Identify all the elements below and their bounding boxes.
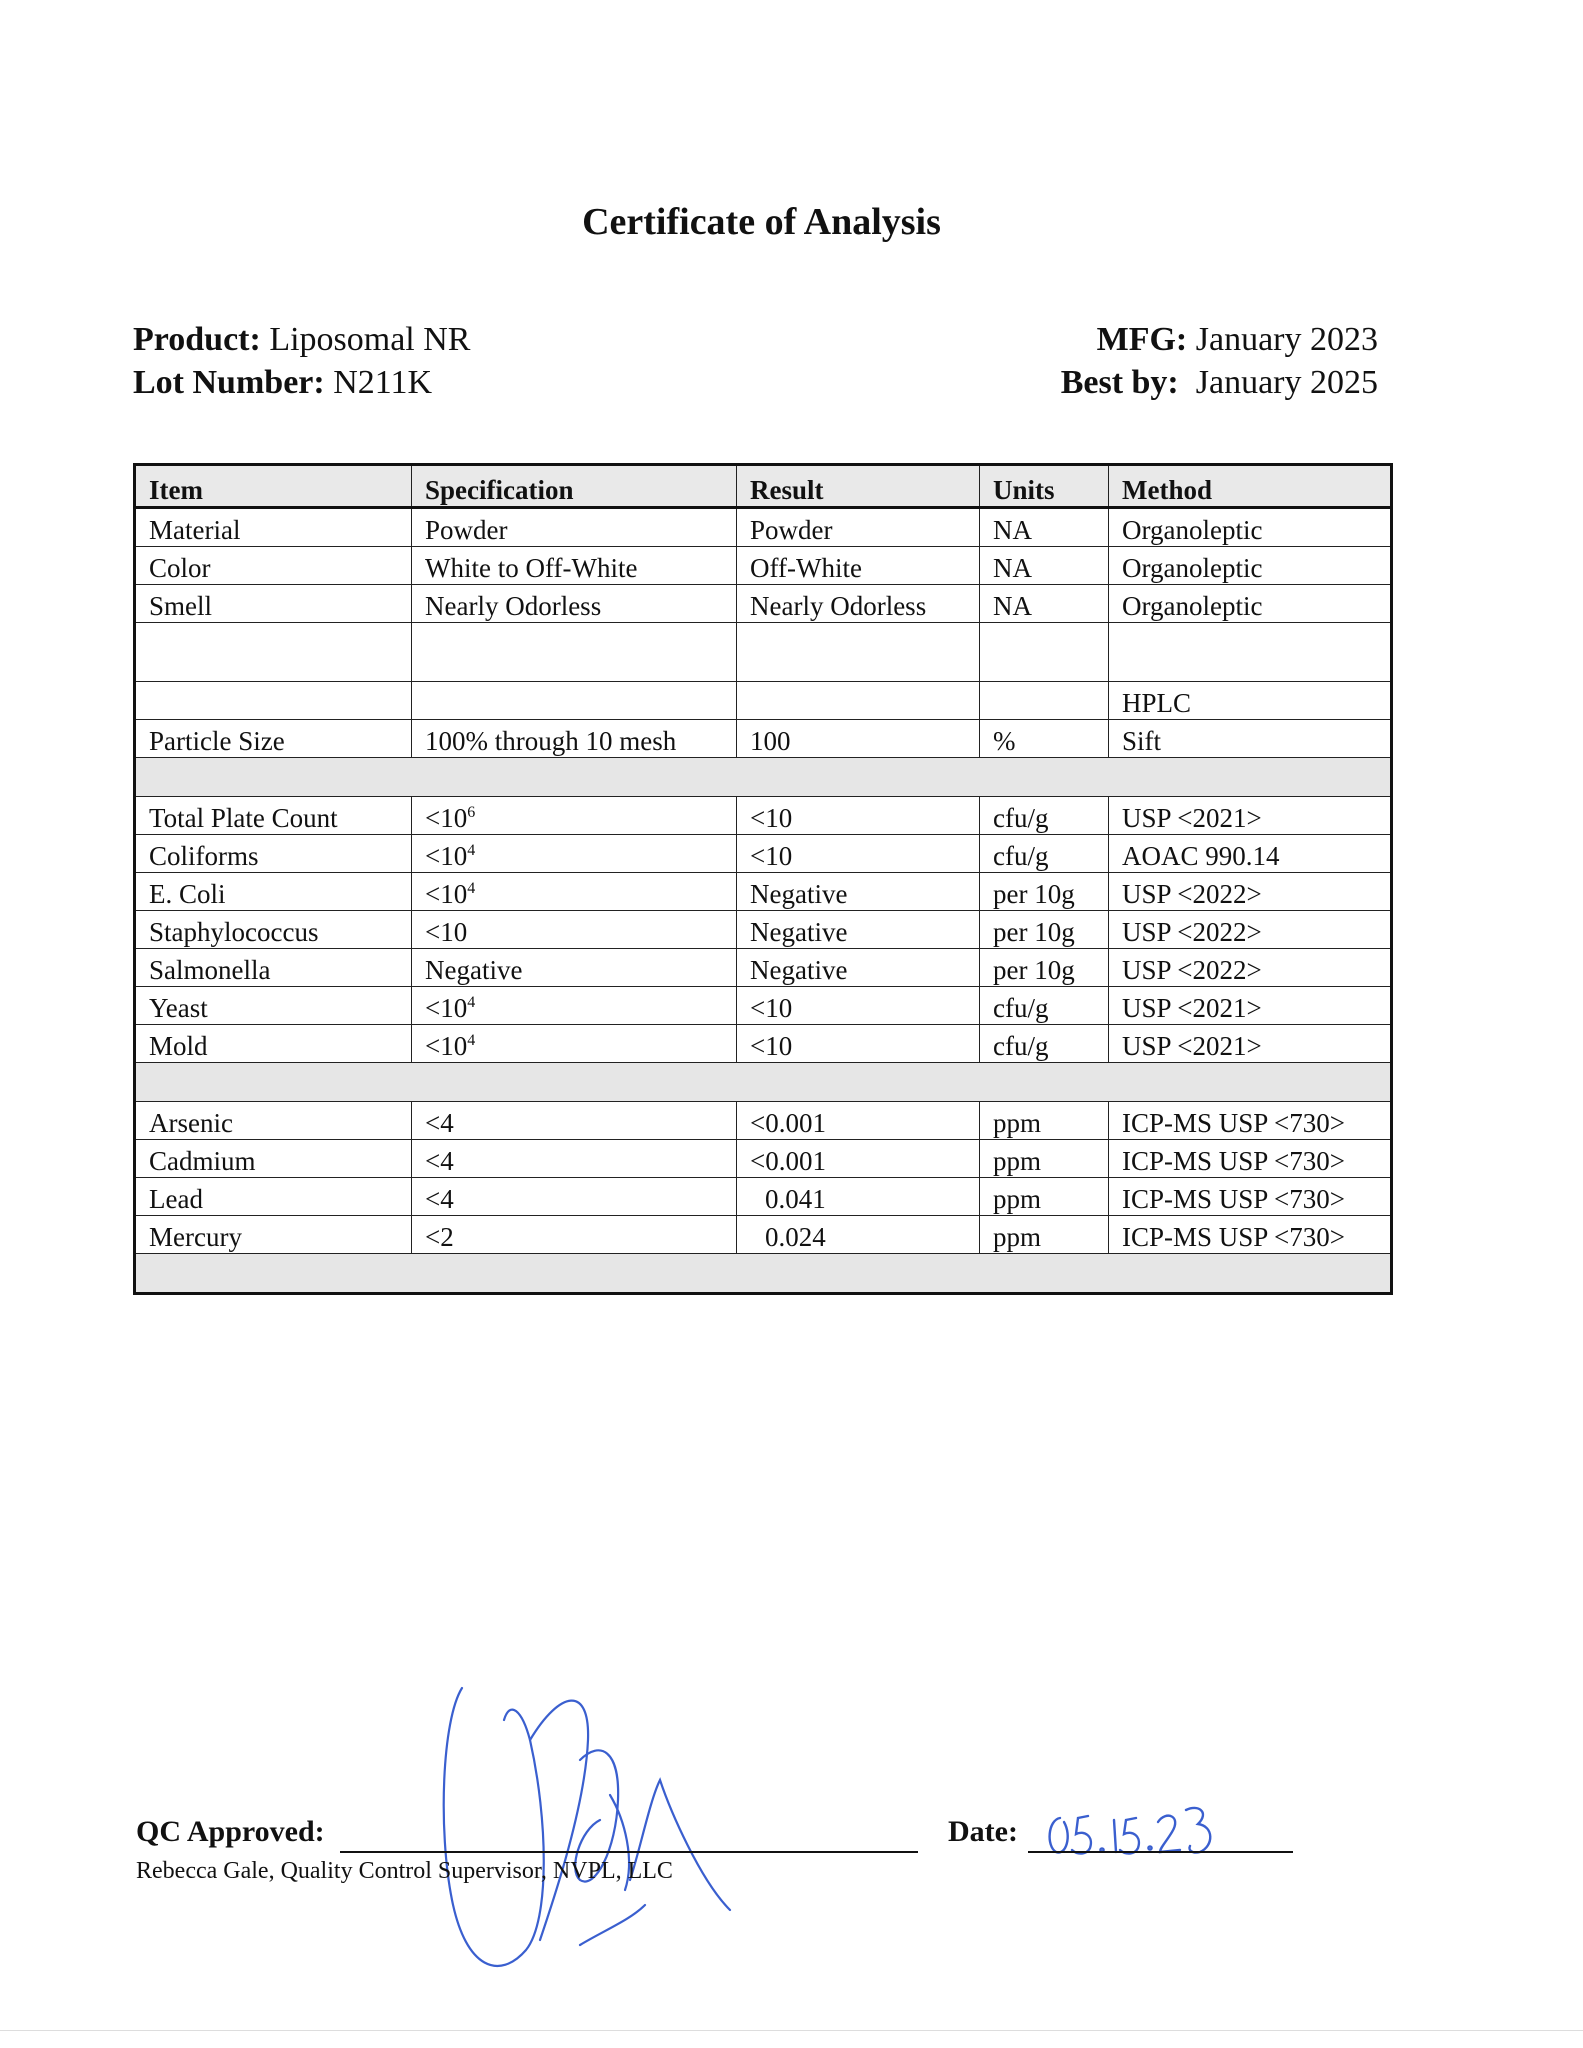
cell-item: Total Plate Count	[135, 797, 412, 835]
cell-method: USP <2021>	[1109, 797, 1392, 835]
cell-result: Powder	[737, 508, 980, 547]
cell-result: <0.001	[737, 1140, 980, 1178]
bestby-label: Best by:	[1060, 364, 1179, 401]
cell-units: cfu/g	[980, 987, 1109, 1025]
date-info	[1061, 318, 1378, 404]
table-row-hplc	[135, 682, 1392, 720]
cell-item: Lead	[135, 1178, 412, 1216]
cell-method: Organoleptic	[1109, 547, 1392, 585]
signature-image	[430, 1680, 770, 2000]
page-edge	[0, 2030, 1583, 2031]
cell-units: ppm	[980, 1178, 1109, 1216]
header-units: Units	[980, 465, 1109, 508]
table-row	[135, 1025, 1392, 1063]
table-row	[135, 585, 1392, 623]
header-item: Item	[135, 465, 412, 508]
table-row	[135, 720, 1392, 758]
cell-units: ppm	[980, 1216, 1109, 1254]
cell-units: per 10g	[980, 949, 1109, 987]
cell-units: cfu/g	[980, 1025, 1109, 1063]
table-section-divider	[135, 1063, 1392, 1102]
cell-item: Cadmium	[135, 1140, 412, 1178]
mfg-value: January 2023	[1195, 321, 1378, 358]
cell-item: Particle Size	[135, 720, 412, 758]
cell-item: Staphylococcus	[135, 911, 412, 949]
cell-spec: <4	[412, 1178, 737, 1216]
cell-spec: 100% through 10 mesh	[412, 720, 737, 758]
table-row	[135, 508, 1392, 547]
cell-method: ICP-MS USP <730>	[1109, 1178, 1392, 1216]
handwritten-date-image	[1040, 1796, 1230, 1866]
cell-result: <10	[737, 1025, 980, 1063]
cell-result: 100	[737, 720, 980, 758]
cell-spec: Negative	[412, 949, 737, 987]
cell-item: Yeast	[135, 987, 412, 1025]
bestby-value: January 2025	[1195, 364, 1378, 401]
cell-result: <0.001	[737, 1102, 980, 1140]
cell-method: Organoleptic	[1109, 508, 1392, 547]
header-specification: Specification	[412, 465, 737, 508]
table-row-blank	[135, 623, 1392, 682]
cell-method: HPLC	[1109, 682, 1392, 720]
cell-spec: <2	[412, 1216, 737, 1254]
cell-method: ICP-MS USP <730>	[1109, 1140, 1392, 1178]
cell-item: Arsenic	[135, 1102, 412, 1140]
cell-item: Mercury	[135, 1216, 412, 1254]
header-method: Method	[1109, 465, 1392, 508]
cell-units: per 10g	[980, 911, 1109, 949]
cell-spec: $<10^4$	[412, 835, 737, 873]
table-row	[135, 1178, 1392, 1216]
cell-method: Organoleptic	[1109, 585, 1392, 623]
cell-spec: $<10^4$	[412, 873, 737, 911]
cell-units: cfu/g	[980, 797, 1109, 835]
bestby-row	[1061, 361, 1378, 404]
cell-item: Material	[135, 508, 412, 547]
cell-spec: Powder	[412, 508, 737, 547]
cell-spec: $<10^4$	[412, 1025, 737, 1063]
cell-result: 0.024	[737, 1216, 980, 1254]
lot-row	[133, 361, 470, 404]
cell-item: Color	[135, 547, 412, 585]
cell-result: 0.041	[737, 1178, 980, 1216]
table-row	[135, 949, 1392, 987]
cell-method: USP <2022>	[1109, 911, 1392, 949]
cell-result: Nearly Odorless	[737, 585, 980, 623]
table-row	[135, 911, 1392, 949]
date-line	[1028, 1851, 1293, 1853]
table-footer-divider	[135, 1254, 1392, 1294]
cell-spec: White to Off-White	[412, 547, 737, 585]
table-row	[135, 1140, 1392, 1178]
cell-units: NA	[980, 547, 1109, 585]
cell-method: USP <2022>	[1109, 949, 1392, 987]
mfg-row	[1061, 318, 1378, 361]
cell-result: <10	[737, 797, 980, 835]
cell-result: <10	[737, 835, 980, 873]
cell-units: NA	[980, 508, 1109, 547]
cell-spec: <10	[412, 911, 737, 949]
product-value: Liposomal NR	[269, 321, 471, 358]
cell-units: cfu/g	[980, 835, 1109, 873]
table-header-row	[135, 465, 1392, 508]
analysis-table	[133, 463, 1393, 1295]
cell-method: Sift	[1109, 720, 1392, 758]
table-section-divider	[135, 758, 1392, 797]
cell-item: E. Coli	[135, 873, 412, 911]
cell-spec: $<10^4$	[412, 987, 737, 1025]
date-label: Date:	[948, 1815, 1018, 1848]
product-label: Product:	[133, 321, 261, 358]
product-info	[133, 318, 470, 404]
cell-units: per 10g	[980, 873, 1109, 911]
cell-units: ppm	[980, 1140, 1109, 1178]
product-row	[133, 318, 470, 361]
table-row	[135, 1216, 1392, 1254]
table-row	[135, 873, 1392, 911]
cell-method: ICP-MS USP <730>	[1109, 1216, 1392, 1254]
qc-approved-label: QC Approved:	[136, 1815, 325, 1848]
signature-line	[340, 1851, 918, 1853]
cell-spec: Nearly Odorless	[412, 585, 737, 623]
table-row	[135, 797, 1392, 835]
signer-name: Rebecca Gale, Quality Control Supervisor, NVPL, LLC	[136, 1858, 673, 1884]
cell-method: USP <2021>	[1109, 1025, 1392, 1063]
cell-result: Negative	[737, 949, 980, 987]
cell-result: Negative	[737, 911, 980, 949]
document-title: Certificate of Analysis	[582, 201, 941, 243]
cell-units: ppm	[980, 1102, 1109, 1140]
cell-method: USP <2021>	[1109, 987, 1392, 1025]
mfg-label: MFG:	[1096, 321, 1188, 358]
table-row	[135, 547, 1392, 585]
cell-item: Salmonella	[135, 949, 412, 987]
cell-item: Coliforms	[135, 835, 412, 873]
cell-result: Off-White	[737, 547, 980, 585]
cell-units: %	[980, 720, 1109, 758]
header-result: Result	[737, 465, 980, 508]
cell-spec: <4	[412, 1102, 737, 1140]
cell-spec: <4	[412, 1140, 737, 1178]
cell-result: <10	[737, 987, 980, 1025]
cell-spec: $<10^6$	[412, 797, 737, 835]
cell-units: NA	[980, 585, 1109, 623]
cell-item: Mold	[135, 1025, 412, 1063]
lot-value: N211K	[333, 364, 433, 401]
table-row	[135, 1102, 1392, 1140]
cell-result: Negative	[737, 873, 980, 911]
table-row	[135, 987, 1392, 1025]
cell-method: ICP-MS USP <730>	[1109, 1102, 1392, 1140]
cell-item: Smell	[135, 585, 412, 623]
lot-label: Lot Number:	[133, 364, 325, 401]
table-row	[135, 835, 1392, 873]
cell-method: USP <2022>	[1109, 873, 1392, 911]
cell-method: AOAC 990.14	[1109, 835, 1392, 873]
